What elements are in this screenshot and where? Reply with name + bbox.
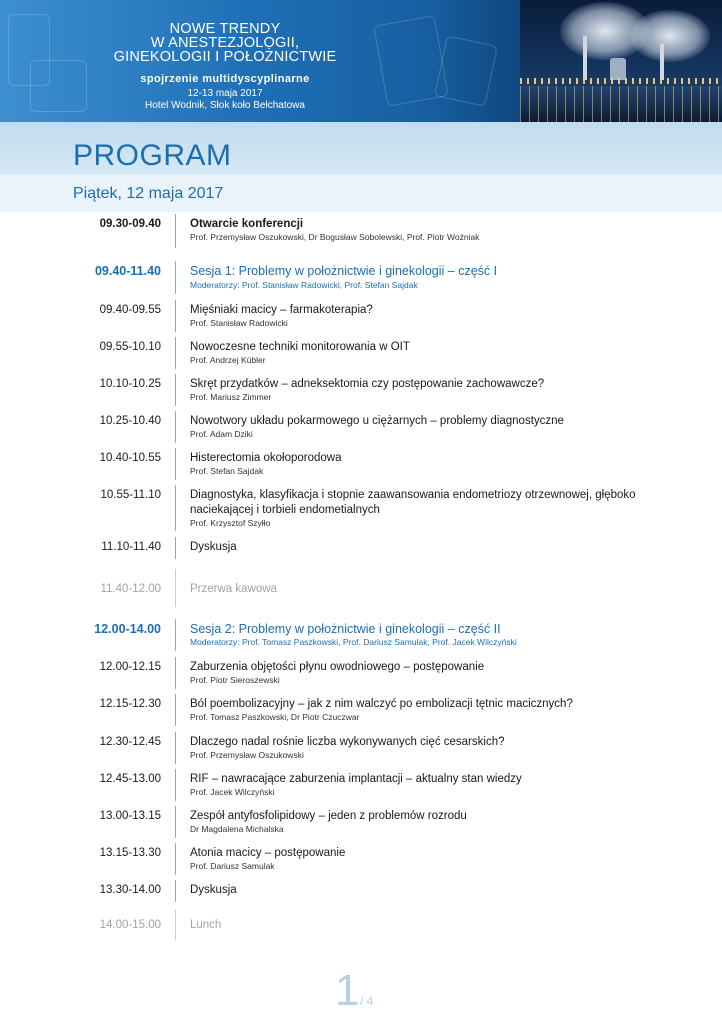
row-time: 11.10-11.40 — [101, 541, 161, 553]
row-divider — [175, 769, 176, 801]
row-title-line-2: naciekającej i torbieli endometialnych — [190, 504, 380, 516]
row-speaker: Prof. Dariusz Samulak — [190, 861, 275, 871]
row-divider — [175, 537, 176, 559]
session-moderators: Moderatorzy: Prof. Tomasz Paszkowski, Prof. Dariusz Samulak, Prof. Jacek Wilczyński — [190, 637, 517, 647]
session-time: 09.40-11.40 — [94, 264, 161, 278]
row-divider — [175, 214, 176, 248]
row-divider — [175, 619, 176, 651]
row-divider — [175, 374, 176, 406]
row-speaker: Prof. Jacek Wilczyński — [190, 787, 275, 797]
row-title: Dyskusja — [190, 541, 237, 553]
banner-venue: Hotel Wodnik, Słok koło Bełchatowa — [145, 100, 305, 111]
row-divider — [175, 880, 176, 902]
row-divider — [175, 300, 176, 332]
row-divider — [175, 448, 176, 480]
row-time: 09.40-09.55 — [99, 304, 161, 316]
banner-title-line-2: W ANESTEZJOLOGII, — [150, 35, 300, 51]
row-title: Mięśniaki macicy – farmakoterapia? — [190, 304, 373, 316]
row-speaker: Prof. Adam Dziki — [190, 429, 253, 439]
row-time: 10.25-10.40 — [99, 415, 161, 427]
row-title: Zaburzenia objętości płynu owodniowego – postępowanie — [190, 661, 485, 673]
row-time: 09.55-10.10 — [99, 341, 161, 353]
row-time: 12.15-12.30 — [99, 698, 161, 710]
row-divider — [175, 261, 176, 294]
row-time: 12.30-12.45 — [99, 736, 161, 748]
row-title: Nowotwory układu pokarmowego u ciężarnych – problemy diagnostyczne — [190, 415, 564, 427]
banner-dates: 12-13 maja 2017 — [187, 88, 263, 99]
day-title: Piątek, 12 maja 2017 — [73, 185, 224, 202]
steam-cloud — [630, 10, 710, 62]
row-speaker: Prof. Piotr Sieroszewski — [190, 675, 280, 685]
row-speaker: Prof. Przemysław Oszukowski, Dr Bogusław Sobolewski, Prof. Piotr Woźniak — [190, 232, 480, 242]
cooling-tower — [610, 58, 626, 80]
row-speaker: Prof. Stanisław Radowicki — [190, 318, 288, 328]
row-speaker: Prof. Krzysztof Szyłło — [190, 518, 271, 528]
row-time: 13.30-14.00 — [99, 884, 161, 896]
row-divider — [175, 732, 176, 764]
row-divider — [175, 657, 176, 689]
row-title: RIF – nawracające zaburzenia implantacji – aktualny stan wiedzy — [190, 773, 522, 785]
row-title: Zespół antyfosfolipidowy – jeden z problemów rozrodu — [190, 810, 467, 822]
row-time: 13.15-13.30 — [99, 847, 161, 859]
row-title: Przerwa kawowa — [190, 583, 277, 595]
row-title: Dlaczego nadal rośnie liczba wykonywanych cięć cesarskich? — [190, 736, 505, 748]
row-title: Skręt przydatków – adneksektomia czy postępowanie zachowawcze? — [190, 378, 545, 390]
row-divider — [175, 569, 176, 607]
water-reflection — [520, 86, 722, 122]
row-speaker: Prof. Mariusz Zimmer — [190, 392, 272, 402]
session-time: 12.00-14.00 — [94, 622, 161, 636]
row-title: Otwarcie konferencji — [190, 218, 304, 230]
chimney — [660, 44, 664, 80]
page-number: 1 — [335, 966, 360, 1015]
row-speaker: Prof. Andrzej Kübler — [190, 355, 266, 365]
row-title: Ból poembolizacyjny – jak z nim walczyć po embolizacji tętnic macicznych? — [190, 698, 573, 710]
session-moderators: Moderatorzy: Prof. Stanisław Radowicki, Prof. Stefan Sajdak — [190, 280, 418, 290]
row-speaker: Prof. Przemysław Oszukowski — [190, 750, 304, 760]
session-title: Sesja 1: Problemy w położnictwie i ginekologii – część I — [190, 264, 498, 278]
banner-title-line-1: NOWE TRENDY — [169, 21, 281, 37]
row-time: 10.55-11.10 — [100, 489, 161, 501]
row-divider — [175, 485, 176, 531]
row-divider — [175, 806, 176, 838]
row-title-line-1: Diagnostyka, klasyfikacja i stopnie zaawansowania endometriozy otrzewnowej, głęboko — [190, 489, 636, 501]
header-banner — [0, 0, 722, 122]
row-speaker: Prof. Stefan Sajdak — [190, 466, 264, 476]
row-time: 10.40-10.55 — [99, 452, 161, 464]
row-divider — [175, 843, 176, 875]
decorative-shape — [434, 35, 498, 106]
row-title: Dyskusja — [190, 884, 237, 896]
row-time: 09.30-09.40 — [99, 218, 161, 230]
row-title: Nowoczesne techniki monitorowania w OIT — [190, 341, 410, 353]
row-divider — [175, 337, 176, 369]
page-total: / 4 — [360, 994, 374, 1008]
row-time: 14.00-15.00 — [99, 919, 161, 931]
row-title: Histerectomia okołoporodowa — [190, 452, 342, 464]
row-divider — [175, 411, 176, 443]
row-time: 12.00-12.15 — [99, 661, 161, 673]
row-time: 13.00-13.15 — [99, 810, 161, 822]
row-speaker: Prof. Tomasz Paszkowski, Dr Piotr Czuczwar — [190, 712, 360, 722]
row-divider — [175, 910, 176, 940]
city-lights — [520, 78, 722, 84]
banner-subtitle: spojrzenie multidyscyplinarne — [140, 73, 310, 85]
row-time: 11.40-12.00 — [100, 583, 161, 595]
chimney — [583, 36, 587, 80]
row-divider — [175, 694, 176, 726]
session-title: Sesja 2: Problemy w położnictwie i ginekologii – część II — [190, 622, 501, 636]
row-title: Lunch — [190, 919, 222, 931]
row-speaker: Dr Magdalena Michalska — [190, 824, 284, 834]
page-title: PROGRAM — [73, 139, 232, 172]
row-time: 10.10-10.25 — [99, 378, 161, 390]
row-title: Atonia macicy – postępowanie — [190, 847, 346, 859]
row-time: 12.45-13.00 — [99, 773, 161, 785]
banner-title-line-3: GINEKOLOGII I POŁOŻNICTWIE — [113, 49, 337, 65]
